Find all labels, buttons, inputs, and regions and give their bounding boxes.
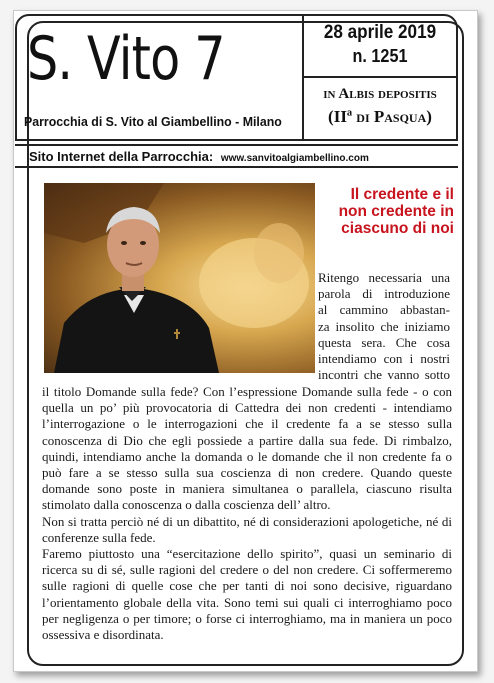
masthead: [15, 14, 458, 144]
liturgical-sunday-name: in Albis depositis: [323, 86, 437, 102]
liturgical-sunday-box: [302, 76, 458, 141]
intro-line: al cammino abbastan-: [318, 302, 450, 318]
article-paragraph: Non si tratta perciò né di un dibattito, né di considerazioni apologetiche, né di conferenze sulla fede.: [42, 513, 452, 545]
intro-line: incontri che vanno sotto: [318, 367, 450, 383]
portrait-photo: [44, 183, 315, 373]
title-box: [15, 14, 304, 141]
issue-number: n. 1251: [352, 46, 408, 66]
intro-line: Ritengo necessaria una: [318, 270, 450, 285]
date-box: [302, 14, 458, 78]
article-paragraph: il titolo Domande sulla fede? Con l’espressione Domande sulla fede - o con quella un po’ più provocatoria di Cattedra dei non credenti - intendiamo l’interrogazione o le interrogazioni che il credente fa a se stesso sulla conoscenza di Dio che egli possiede a partire dalla sua fede. Di rimbalzo, quindi, intendiamo anche la domanda o le domande che il non credente fa o può fare a se stesso sulla sua coscienza di non credere. Quando queste domande sono poste in maniera simultanea o parallela, ciascuno risulta stimolato dalla conoscenza o dalla coscienza dell’ altro.: [42, 384, 452, 513]
intro-line: za insolito che iniziamo: [318, 318, 450, 334]
portrait-illustration: [44, 183, 315, 373]
article-paragraph: Faremo piuttosto una “esercitazione dello spirito”, quasi un seminario di ricerca su di sé, sulle ragioni del credere o del non credere. Ci soffermeremo sulle ragioni di quelle cose che per tanti di noi sono decisive, riguardano l’orientamento globale della vita. Sono temi sui quali ci interroghiamo poco per negligenza o per timore; o forse ci interroghiamo, ma in maniera un poco ossessiva e disordinata.: [42, 546, 452, 643]
website-bar: [15, 144, 458, 168]
article-headline: Il credente e il non credente in ciascuno di noi: [338, 186, 454, 237]
issue-date: 28 aprile 2019: [323, 22, 437, 43]
intro-line: parola di introduzione: [318, 286, 450, 302]
intro-line: questa sera. Che cosa: [318, 334, 450, 350]
liturgical-sunday-subname: (IIª di Pasqua): [328, 107, 432, 126]
intro-line: intendiamo con i nostri: [318, 351, 450, 367]
website-label: Sito Internet della Parrocchia:: [29, 149, 214, 164]
website-link[interactable]: www.sanvitoalgiambellino.com: [220, 153, 369, 164]
article-intro: [318, 270, 450, 383]
parish-subtitle: Parrocchia di S. Vito al Giambellino - Milano: [24, 114, 282, 129]
article-body: [42, 384, 452, 643]
newsletter-title: S. Vito 7: [27, 24, 225, 94]
